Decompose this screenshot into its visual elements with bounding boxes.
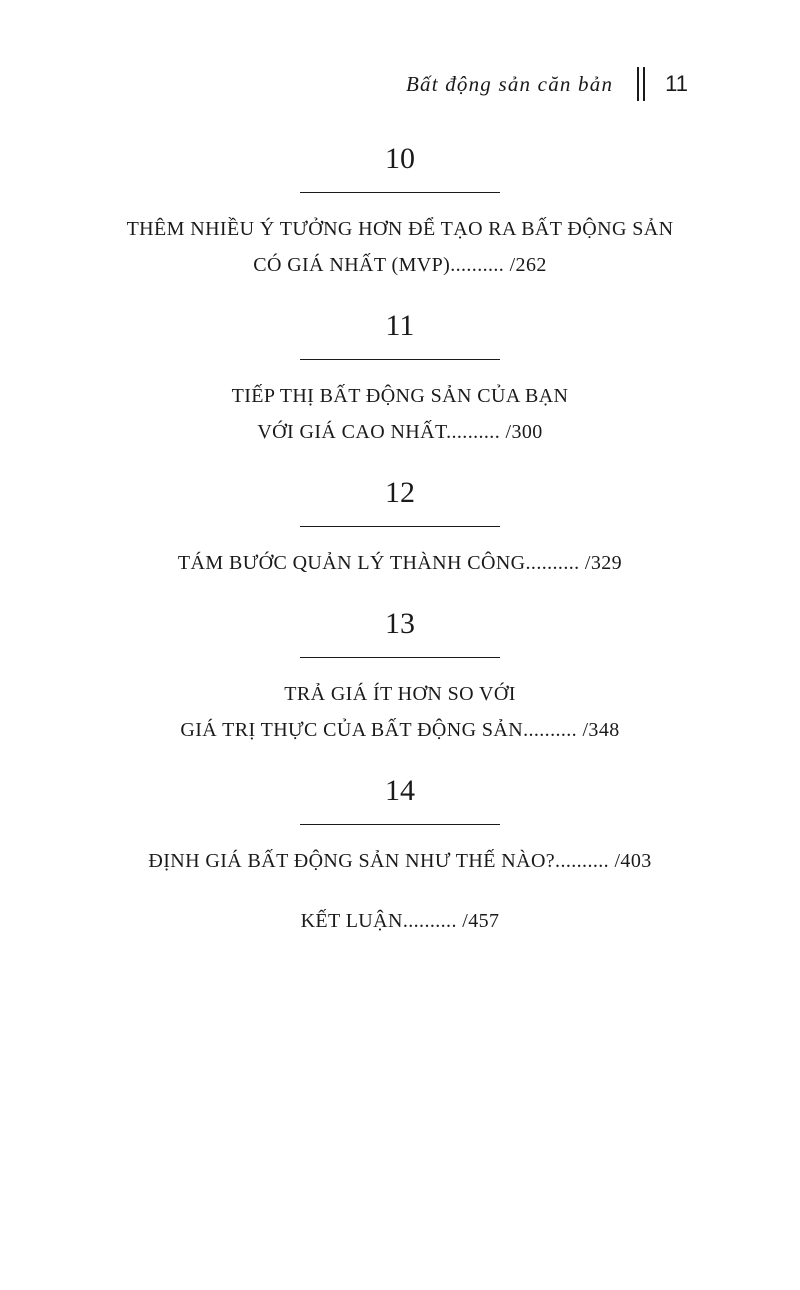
chapter-rule (300, 192, 500, 193)
table-of-contents (0, 140, 800, 939)
chapter-title-line[interactable]: ĐỊNH GIÁ BẤT ĐỘNG SẢN NHƯ THẾ NÀO?.......... /403 (148, 850, 652, 872)
chapter-title-line[interactable]: TÁM BƯỚC QUẢN LÝ THÀNH CÔNG.......... /329 (177, 552, 623, 574)
running-title: Bất động sản căn bản (406, 71, 614, 96)
chapter-rule (300, 657, 500, 658)
chapter-number: 12 (385, 476, 415, 509)
chapter-13 (0, 605, 800, 748)
running-header (406, 66, 688, 102)
chapter-12 (0, 474, 800, 581)
chapter-number: 13 (385, 607, 415, 640)
chapter-14 (0, 772, 800, 879)
chapter-title-line[interactable]: CÓ GIÁ NHẤT (MVP).......... /262 (253, 254, 547, 276)
chapter-10 (0, 140, 800, 283)
chapter-number: 11 (385, 309, 415, 342)
chapter-title-line[interactable]: TRẢ GIÁ ÍT HƠN SO VỚI (284, 683, 516, 705)
chapter-number: 10 (385, 142, 415, 175)
chapter-rule (300, 359, 500, 360)
chapter-rule (300, 526, 500, 527)
chapter-rule (300, 824, 500, 825)
conclusion-entry[interactable]: KẾT LUẬN.......... /457 (300, 910, 500, 932)
chapter-title-line[interactable]: THÊM NHIỀU Ý TƯỞNG HƠN ĐỂ TẠO RA BẤT ĐỘNG SẢN (126, 218, 674, 240)
chapter-number: 14 (385, 774, 415, 807)
chapter-title-line[interactable]: GIÁ TRỊ THỰC CỦA BẤT ĐỘNG SẢN.......... /348 (180, 719, 620, 741)
chapter-title-line[interactable]: TIẾP THỊ BẤT ĐỘNG SẢN CỦA BẠN (231, 385, 569, 407)
header-divider (637, 67, 645, 101)
chapter-11 (0, 307, 800, 450)
page-number: 11 (665, 71, 688, 96)
chapter-title-line[interactable]: VỚI GIÁ CAO NHẤT.......... /300 (257, 421, 543, 443)
